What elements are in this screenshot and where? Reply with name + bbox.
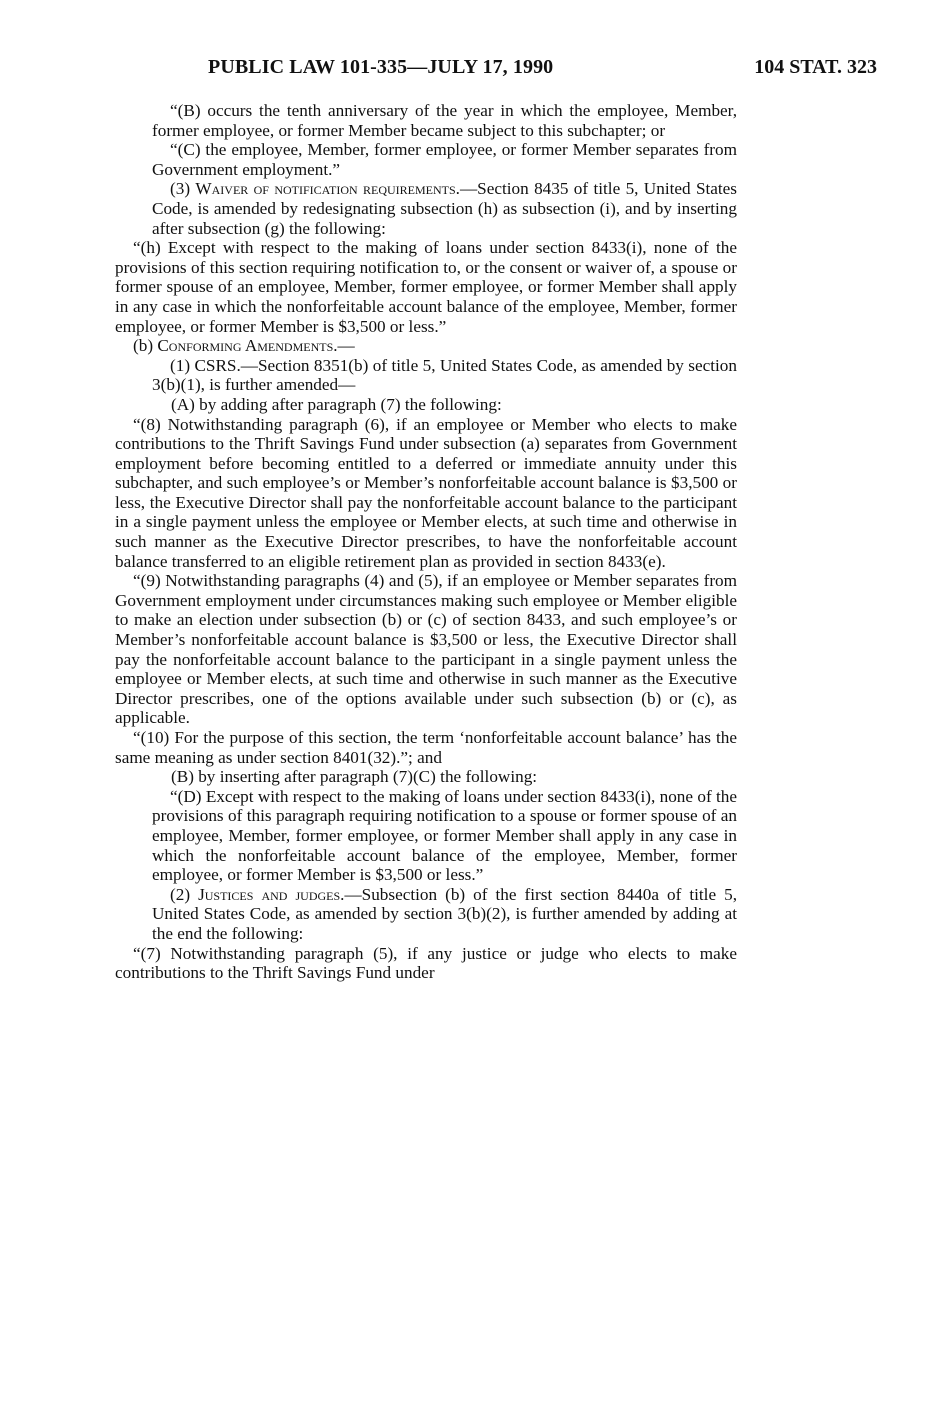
paragraph-text: — [337, 336, 355, 356]
paragraph-10: “(10) For the purpose of this section, the term ‘nonforfeitable account balance’ has the same meaning as under section 8401(32).”; and [115, 728, 737, 767]
running-title: PUBLIC LAW 101-335—JULY 17, 1990 [208, 56, 554, 78]
paragraph-2-justices [115, 885, 737, 944]
paragraph-3-waiver [115, 179, 737, 238]
paragraph-1-csrs: (1) CSRS.—Section 8351(b) of title 5, United States Code, as amended by section 3(b)(1), is further amended— [152, 355, 737, 395]
paragraph-9: “(9) Notwithstanding paragraphs (4) and (5), if an employee or Member separates from Government employment under circumstances making such employee or Member eligible to make an election under subsection (b) or (c) of section 8433, and such employee’s or Member’s nonforfeitable account balance is $3,500 or less, the Executive Director shall pay the nonforfeitable account balance to the participant in a single payment unless the employee or Member elects, at such time and otherwise in such manner as the Executive Director prescribes, one of the options available under such subsection (b) or (c), as applicable. [115, 571, 737, 728]
paragraph-d: “(D) Except with respect to the making of loans under section 8433(i), none of the provisions of this paragraph requiring notification to a spouse or former spouse of an employee, Member, former employee, or former Member shall apply in any case in which the nonforfeitable account balance of the employee, Member, former employee, or former Member is $3,500 or less.” [152, 786, 737, 885]
paragraph-8: “(8) Notwithstanding paragraph (6), if an employee or Member who elects to make contributions to the Thrift Savings Fund under subsection (a) separates from Government employment before becoming entitled to a deferred or immediate annuity under this subchapter, and such employee’s or Member’s nonforfeitable account balance is $3,500 or less, the Executive Director shall pay the nonforfeitable account balance to the participant in a single payment unless the employee or Member elects, at such time and otherwise in such manner as the Executive Director prescribes, to have the nonforfeitable account balance transferred to an eligible retirement plan as provided in section 8433(e). [115, 414, 737, 571]
paragraph-b: “(B) occurs the tenth anniversary of the year in which the employee, Member, former employee, or former Member became subject to this subchapter; or [152, 101, 737, 140]
paragraph-text: —Section 8435 of title 5, United States Code, is amended by redesignating subsection (h) as subsection (i), and by inserting after subsection (g) the following: [152, 179, 738, 238]
paragraph-7: “(7) Notwithstanding paragraph (5), if any justice or judge who elects to make contributions to the Thrift Savings Fund under [115, 943, 737, 983]
page-header [0, 56, 949, 86]
paragraph-c: “(C) the employee, Member, former employee, or former Member separates from Government employment.” [152, 140, 737, 179]
paragraph-lead: (2) [170, 884, 199, 904]
subparagraph-b: (B) by inserting after paragraph (7)(C) the following: [171, 767, 538, 787]
subsection-b-heading [115, 336, 737, 356]
paragraph-lead: (3) [170, 179, 196, 199]
statute-page-number: 104 STAT. 323 [754, 56, 877, 78]
paragraph-lead: (b) [133, 336, 158, 356]
paragraph-h: “(h) Except with respect to the making of loans under section 8433(i), none of the provisions of this section requiring notification to, or the consent or waiver of, a spouse or former spouse of an employee, Member, former employee, or former Member shall apply in any case in which the nonforfeitable account balance of the employee, Member, former employee, or former Member is $3,500 or less.” [115, 238, 737, 336]
paragraph-caption: Waiver of notification requirements. [195, 179, 460, 199]
paragraph-caption: Conforming Amendments. [157, 336, 338, 356]
subparagraph-a: (A) by adding after paragraph (7) the following: [171, 394, 502, 414]
paragraph-text: —Subsection (b) of the first section 8440a of title 5, United States Code, as amended by section 3(b)(2), is further amended by adding at the end the following: [152, 884, 737, 943]
page-body [115, 101, 737, 983]
paragraph-caption: Justices and judges. [198, 884, 345, 904]
